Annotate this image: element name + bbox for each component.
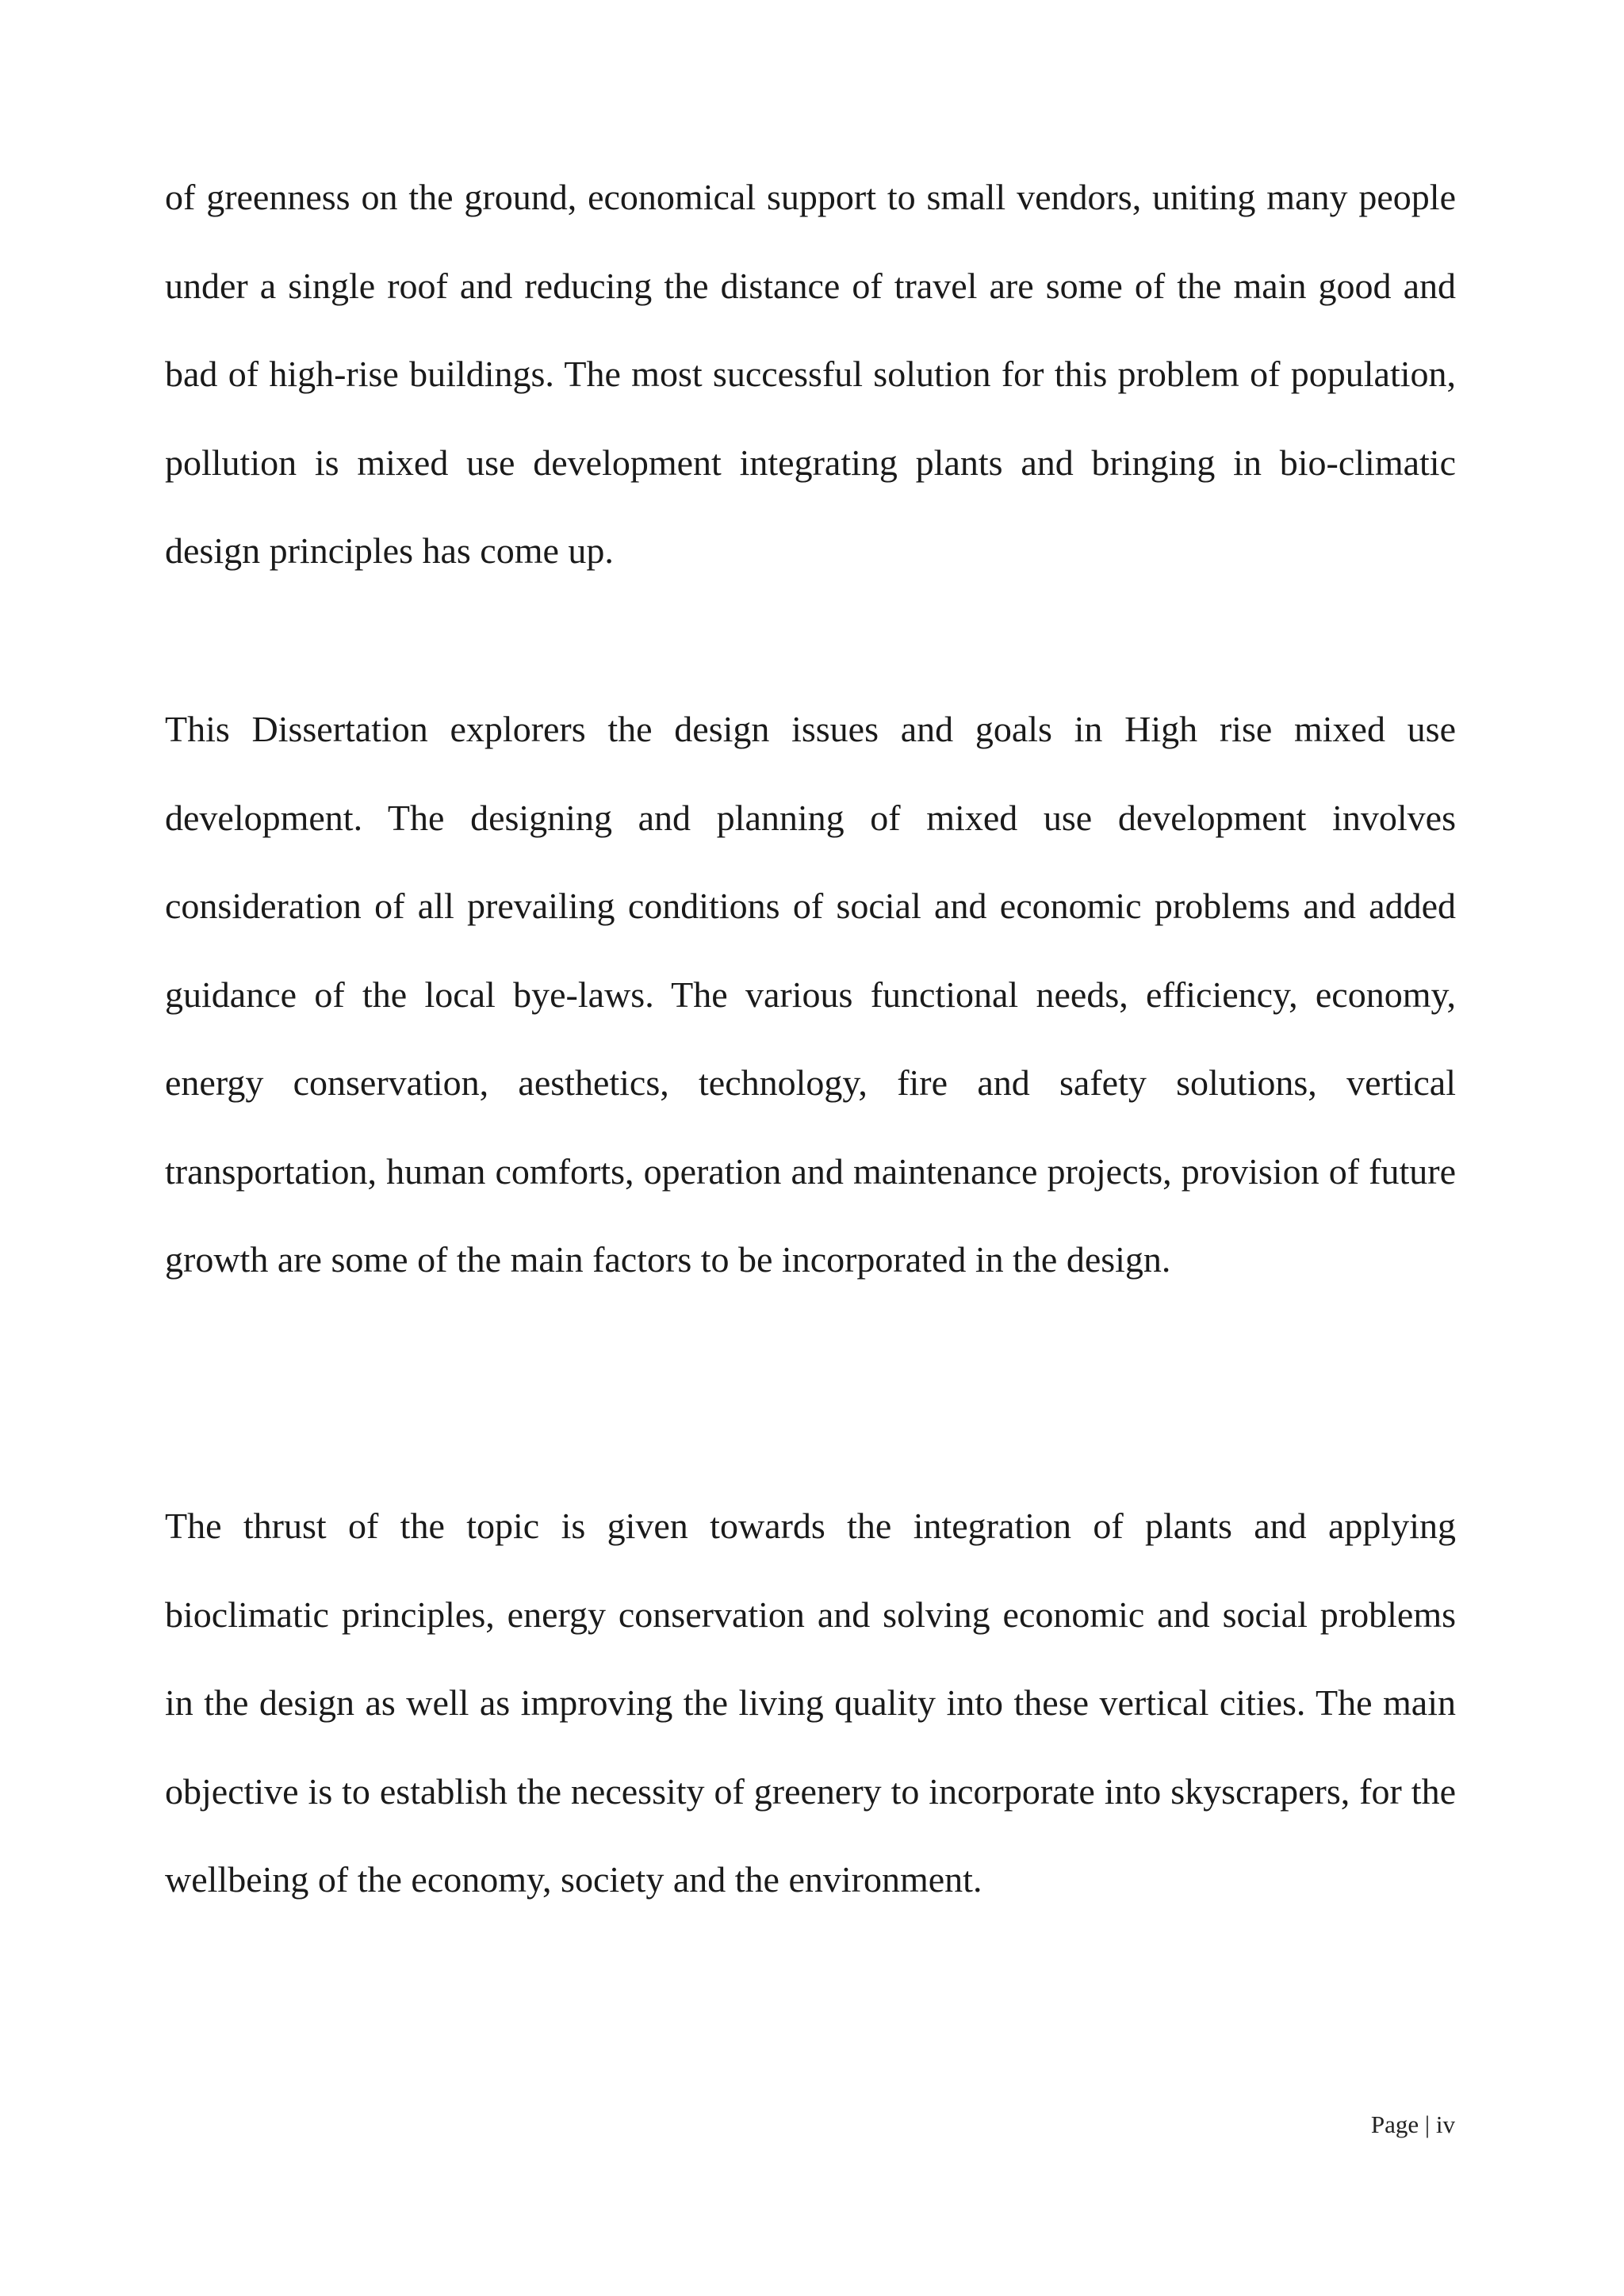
paragraph-1: of greenness on the ground, economical support to small vendors, uniting many people under a single roof and reducing the distance of travel are some of the main good and bad of high-rise buildings. The most successful solution for this problem of population, pollution is mixed use development integrating plants and bringing in bio-climatic design principles has come up. (165, 177, 1456, 571)
paragraph-3: The thrust of the topic is given towards the integration of plants and applying bioclimatic principles, energy conservation and solving economic and social problems in the design as well as improving the living quality into these vertical cities. The main objective is to establish the necessity of greenery to incorporate into skyscrapers, for the wellbeing of the economy, society and the environment. (165, 1506, 1456, 1900)
paragraph-2: This Dissertation explorers the design issues and goals in High rise mixed use development. The designing and planning of mixed use development involves consideration of all prevailing conditions of social and economic problems and added guidance of the local bye-laws. The various functional needs, efficiency, economy, energy conservation, aesthetics, technology, fire and safety solutions, vertical transportation, human comforts, operation and maintenance projects, provision of future growth are some of the main factors to be incorporated in the design. (165, 709, 1456, 1280)
page-number: Page | iv (1370, 2110, 1455, 2138)
